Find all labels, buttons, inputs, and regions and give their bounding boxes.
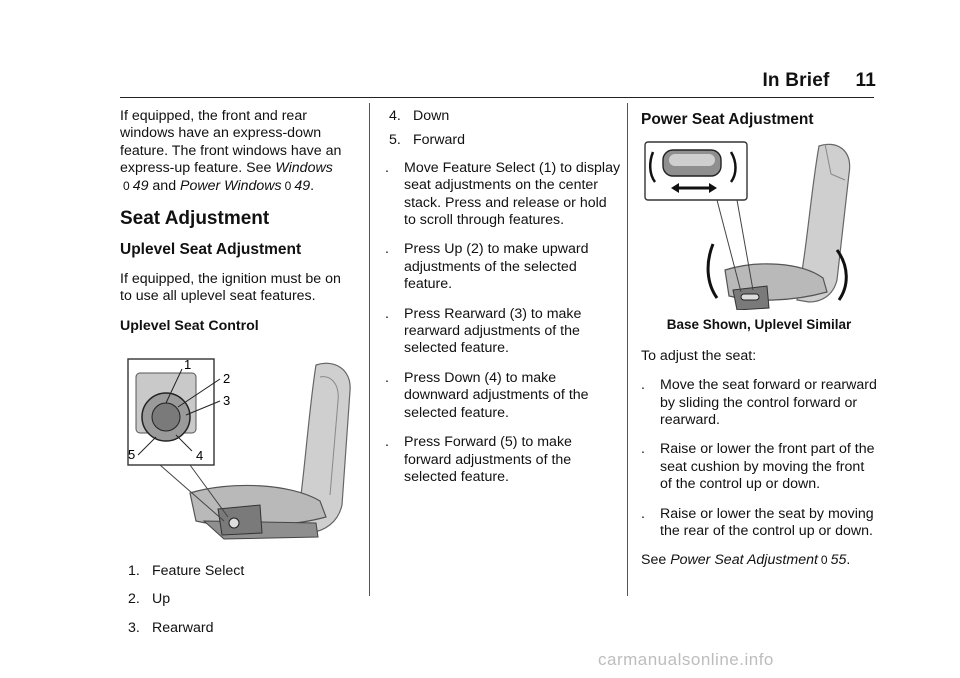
power-windows-link[interactable]: Power Windows (180, 177, 282, 194)
section-title: In Brief (762, 70, 830, 91)
windows-note (120, 108, 356, 195)
bullet-item (385, 370, 621, 422)
column-divider (369, 103, 370, 596)
seat-illustration (120, 355, 356, 545)
windows-note-end: . (310, 177, 315, 194)
list-label: Forward (413, 132, 466, 149)
bullet-item (385, 306, 621, 358)
bullet-text: Press Forward (5) to make forward adjustments of the selected feature. (404, 434, 572, 485)
list-label: Down (413, 108, 450, 124)
list-item (389, 108, 621, 125)
column-1 (120, 108, 356, 648)
callout-4: 4 (196, 448, 204, 464)
page-number: 11 (855, 70, 876, 91)
bullet-icon: . (641, 441, 645, 458)
xref-icon: 0 (820, 553, 828, 568)
list-item (128, 620, 356, 637)
callout-3: 3 (223, 393, 231, 409)
bullet-text: Raise or lower the seat by moving the rear of the control up or down. (660, 505, 874, 540)
bullet-text: Press Up (2) to make upward adjustments of the selected feature. (404, 241, 589, 293)
bullet-item (385, 241, 621, 293)
watermark: carmanualsonline.info (598, 650, 774, 669)
callout-5: 5 (128, 447, 136, 463)
bullet-icon: . (385, 434, 389, 451)
windows-page-ref[interactable]: 49 (132, 177, 149, 194)
power-seat-adjustment-link[interactable]: Power Seat Adjustment (670, 552, 818, 569)
list-label: Feature Select (152, 563, 245, 580)
bullet-item (641, 377, 877, 429)
uplevel-seat-heading: Uplevel Seat Adjustment (120, 241, 302, 259)
xref-icon: 0 (123, 178, 130, 193)
figure-title: Uplevel Seat Control (120, 317, 259, 334)
callout-2: 2 (223, 371, 231, 387)
bullet-item (641, 506, 877, 541)
bullet-item (385, 160, 621, 230)
windows-link[interactable]: Windows (275, 160, 333, 177)
list-number: 4. (389, 108, 401, 124)
windows-note-and: and (148, 177, 181, 194)
power-seat-page-ref[interactable]: 55 (830, 552, 847, 569)
bullet-text: Move Feature Select (1) to display seat adjustments on the center stack. Press and release or hold to scroll through features. (404, 159, 621, 229)
bullet-icon: . (641, 377, 645, 394)
bullet-icon: . (385, 305, 389, 322)
bullet-text: Move the seat forward or rearward by sliding the control forward or rearward. (660, 377, 877, 429)
list-item (389, 132, 621, 149)
list-item (128, 591, 356, 608)
bullet-text: Raise or lower the front part of the seat cushion by moving the front of the control up or down. (660, 441, 875, 493)
column-divider (627, 103, 628, 596)
list-item (128, 563, 356, 580)
see-suffix: . (846, 552, 851, 569)
xref-icon: 0 (284, 178, 292, 193)
figure-caption: Base Shown, Uplevel Similar (666, 317, 852, 333)
list-number: 5. (389, 132, 401, 149)
list-label: Up (152, 591, 171, 608)
bullet-text: Press Rearward (3) to make rearward adjustments of the selected feature. (404, 305, 582, 357)
bullet-item (641, 441, 877, 493)
power-windows-page-ref[interactable]: 49 (294, 177, 311, 194)
list-number: 2. (128, 591, 140, 608)
power-seat-heading: Power Seat Adjustment (641, 111, 814, 128)
see-reference (641, 552, 877, 569)
list-number: 3. (128, 619, 140, 636)
callout-1: 1 (184, 357, 192, 373)
power-seat-illustration (641, 140, 877, 310)
adjust-intro: To adjust the seat: (641, 347, 757, 364)
column-3 (641, 108, 877, 582)
bullet-icon: . (641, 505, 645, 522)
windows-note-text: If equipped, the front and rear windows have an express-down feature. The front windows have an express-up feature. See (120, 108, 342, 177)
seat-adjustment-heading: Seat Adjustment (120, 208, 270, 230)
bullet-icon: . (385, 241, 389, 258)
column-2 (385, 108, 621, 498)
bullet-icon: . (385, 159, 389, 176)
bullet-item (385, 434, 621, 486)
see-prefix: See (641, 552, 671, 569)
page-header (762, 70, 876, 92)
bullet-icon: . (385, 369, 389, 386)
power-seat-figure (641, 140, 877, 310)
bullet-text: Press Down (4) to make downward adjustments of the selected feature. (404, 369, 589, 421)
list-number: 1. (128, 563, 140, 580)
uplevel-seat-text: If equipped, the ignition must be on to use all uplevel seat features. (120, 270, 341, 305)
uplevel-seat-control-figure (120, 355, 356, 545)
list-label: Rearward (152, 619, 214, 636)
header-rule (120, 97, 874, 98)
